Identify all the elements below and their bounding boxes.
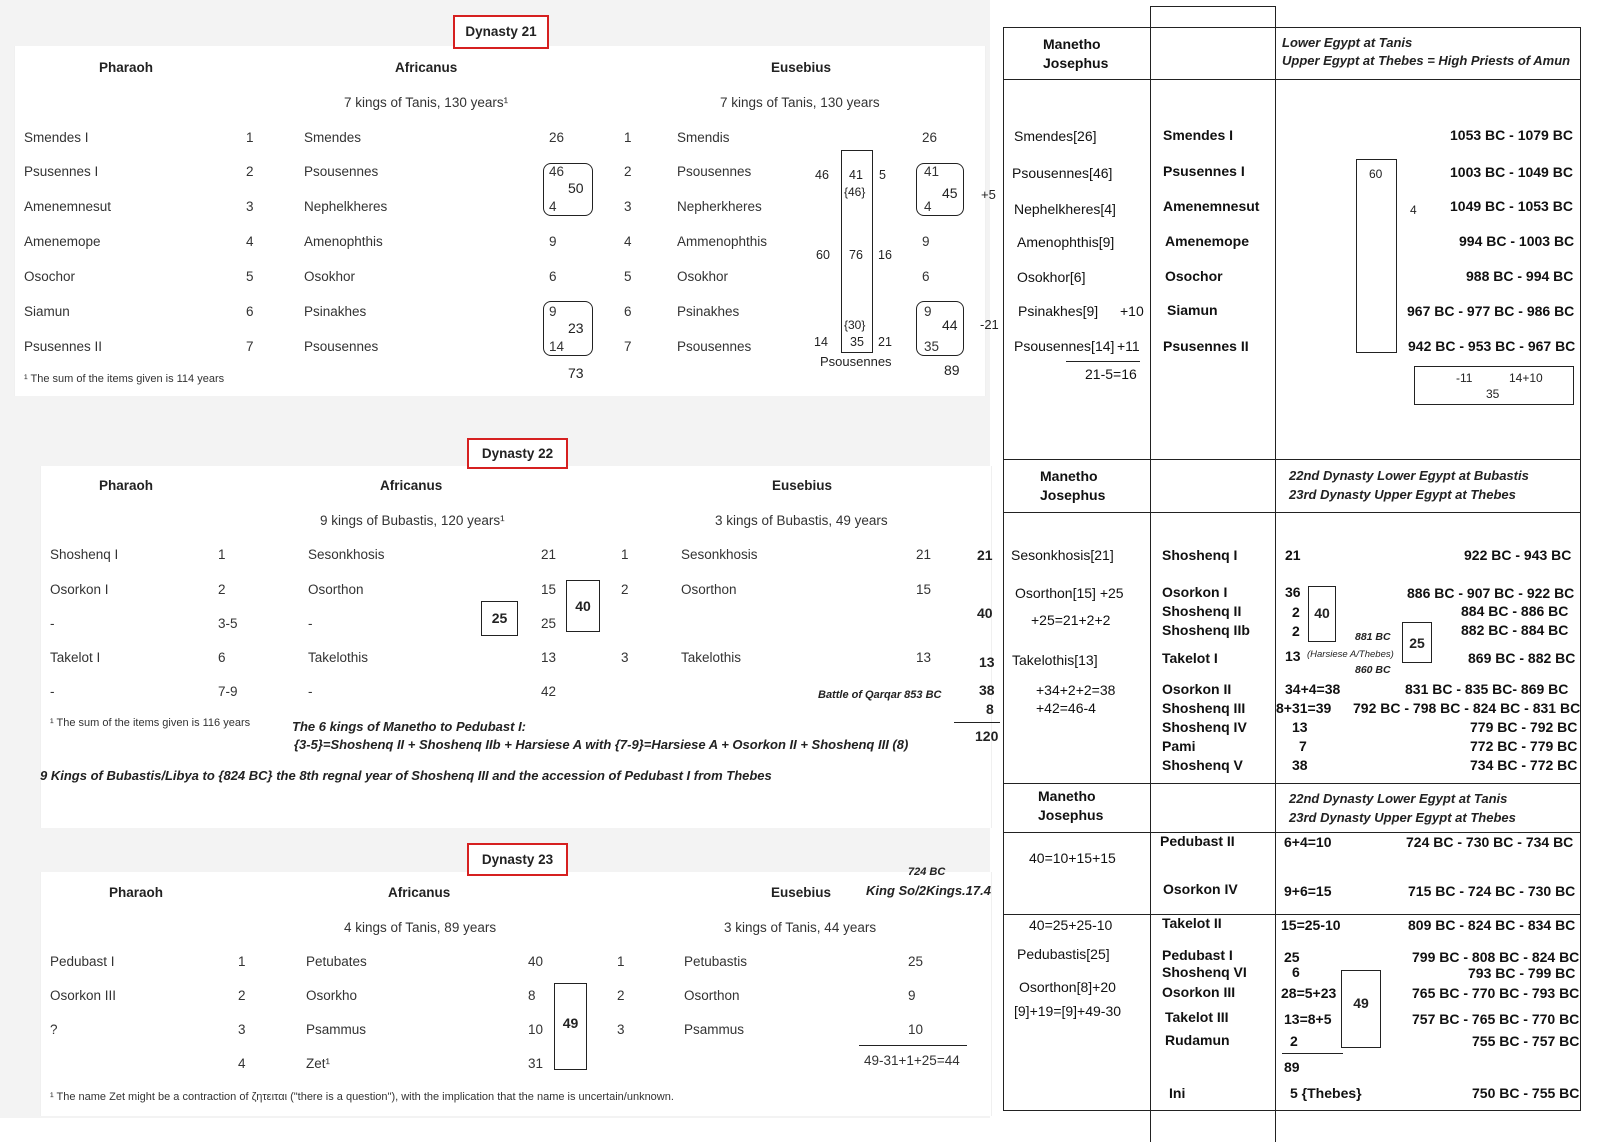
d23-king-so: King So/2Kings.17.4 — [866, 883, 991, 898]
d22-side-38: 38 — [979, 682, 995, 698]
s2-date: 772 BC - 779 BC — [1470, 738, 1578, 754]
s2-date: 779 BC - 792 BC — [1470, 719, 1578, 735]
d23-africanus-years: 10 — [528, 1022, 544, 1037]
d23-africanus-name: Petubates — [306, 954, 367, 969]
d23-pharaoh: Osorkon III — [50, 988, 117, 1003]
d21-calc-60: 60 — [816, 248, 830, 262]
s2-date: 886 BC - 907 BC - 922 BC — [1407, 585, 1575, 601]
s2-manetho: +42=46-4 — [1036, 700, 1096, 716]
s2-king: Shoshenq II — [1162, 603, 1242, 619]
s2-header-josephus: Josephus — [1040, 487, 1106, 503]
right-hline — [1003, 512, 1581, 513]
s1-n4: 4 — [1410, 203, 1417, 217]
d21-africanus-years: 9 — [549, 304, 557, 319]
s2-manetho: Sesonkhosis[21] — [1011, 547, 1114, 563]
s3b-years: 25 — [1284, 949, 1300, 965]
d21-africanus-total: 73 — [568, 365, 584, 381]
d21-eusebius-years: 9 — [922, 234, 930, 249]
d21-calc-21: 21 — [878, 335, 892, 349]
d21-calc-46: 46 — [815, 168, 829, 182]
s1-box60-label: 60 — [1369, 167, 1383, 181]
d23-box49: 49 — [554, 983, 587, 1070]
d21-num: 2 — [246, 164, 254, 179]
s3b-king: Rudamun — [1165, 1032, 1230, 1048]
s2-years: 7 — [1299, 738, 1307, 754]
d21-pharaoh: Amenemnesut — [24, 199, 112, 214]
s2-date: 869 BC - 882 BC — [1468, 650, 1576, 666]
d21-africanus-name: Psousennes — [304, 164, 379, 179]
d23-africanus-years: 40 — [528, 954, 544, 969]
dynasty23-title: Dynasty 23 — [467, 843, 568, 876]
s2-king: Shoshenq III — [1162, 700, 1246, 716]
d21-calc-35: 35 — [850, 335, 864, 349]
s1-extra: +11 — [1117, 338, 1140, 354]
s2-years: 38 — [1292, 757, 1308, 773]
d23-pharaoh: ? — [50, 1022, 58, 1037]
d21-minus21: -21 — [980, 317, 999, 332]
d23-eusebius-name: Osorthon — [684, 988, 740, 1003]
d22-africanus-years: 42 — [541, 684, 557, 699]
d21-eusebius-num: 6 — [624, 304, 632, 319]
d21-footnote: ¹ The sum of the items given is 114 years — [24, 373, 225, 385]
d22-africanus-years: 25 — [541, 616, 557, 631]
right-hline — [1003, 459, 1581, 460]
s3b-king: Osorkon III — [1162, 984, 1236, 1000]
d21-pharaoh: Osochor — [24, 269, 76, 284]
d23-pharaoh: Pedubast I — [50, 954, 115, 969]
s3b-date: 765 BC - 770 BC - 793 BC — [1412, 985, 1580, 1001]
s2-date: 882 BC - 884 BC — [1461, 622, 1569, 638]
d22-num: 2 — [218, 582, 226, 597]
s1-b14: 14+10 — [1509, 371, 1543, 385]
d21-eusebius-name: Psinakhes — [677, 304, 740, 319]
d21-eusebius-num: 4 — [624, 234, 632, 249]
d23-header-pharaoh: Pharaoh — [109, 885, 164, 900]
s3b-manetho: [9]+19=[9]+49-30 — [1014, 1003, 1122, 1019]
d21-eusebius-name: Nepherkheres — [677, 199, 762, 214]
d21-eusebius-name: Psousennes — [677, 164, 752, 179]
s3b-king: Pedubast I — [1162, 947, 1233, 963]
d21-pharaoh: Siamun — [24, 304, 70, 319]
d23-header-africanus: Africanus — [388, 885, 451, 900]
s3b-manetho: Osorthon[8]+20 — [1019, 979, 1116, 995]
s1-king: Amenemope — [1165, 233, 1250, 249]
d23-eusebius-num: 2 — [617, 988, 625, 1003]
d22-header-africanus: Africanus — [380, 478, 443, 493]
d21-eusebius-years: 6 — [922, 269, 930, 284]
s2-harsiese: (Harsiese A/Thebes) — [1307, 649, 1394, 660]
s3a-date: 715 BC - 724 BC - 730 BC — [1408, 883, 1576, 899]
right-col-divider-1 — [1150, 27, 1151, 1111]
s3b-years: 89 — [1284, 1059, 1300, 1075]
d23-africanus-name: Osorkho — [306, 988, 358, 1003]
d21-africanus-years: 46 — [549, 164, 565, 179]
d22-eusebius-num: 1 — [621, 547, 629, 562]
s2-manetho: Osorthon[15] +25 — [1015, 585, 1124, 601]
d21-pharaoh: Smendes I — [24, 130, 89, 145]
d22-box25: 25 — [481, 601, 518, 636]
right-col-divider-2 — [1275, 27, 1276, 1111]
s2-years: 34+4=38 — [1285, 681, 1341, 697]
d22-note3: 9 Kings of Bubastis/Libya to {824 BC} the 8th regnal year of Shoshenq III and the accession of Pedubast I from Thebes — [40, 768, 772, 783]
d21-eusebius-years: 9 — [924, 304, 932, 319]
d23-header-eusebius: Eusebius — [771, 885, 832, 900]
s1-date: 988 BC - 994 BC — [1466, 268, 1574, 284]
s3b-date: 757 BC - 765 BC - 770 BC — [1412, 1011, 1580, 1027]
d21-num: 5 — [246, 269, 254, 284]
d21-eusebius-subtitle: 7 kings of Tanis, 130 years — [720, 95, 880, 110]
d21-header-pharaoh: Pharaoh — [99, 60, 154, 75]
s1-date: 1003 BC - 1049 BC — [1450, 164, 1573, 180]
s3b-king: Takelot II — [1162, 915, 1222, 931]
d21-calc-14: 14 — [814, 335, 828, 349]
s2-header-title2: 23rd Dynasty Upper Egypt at Thebes — [1289, 487, 1516, 502]
s2-king: Shoshenq IV — [1162, 719, 1247, 735]
d22-eusebius-name: Takelothis — [681, 650, 742, 665]
d22-side-120: 120 — [975, 728, 999, 744]
d21-africanus-years: 4 — [549, 199, 557, 214]
d22-eusebius-years: 13 — [916, 650, 932, 665]
s2-king: Shoshenq V — [1162, 757, 1243, 773]
d22-eusebius-num: 2 — [621, 582, 629, 597]
d22-pharaoh: Takelot I — [50, 650, 101, 665]
d21-eusebius-name: Osokhor — [677, 269, 729, 284]
s1-calc: 21-5=16 — [1085, 366, 1137, 382]
s2-date: 734 BC - 772 BC — [1470, 757, 1578, 773]
d23-eusebius-calc: 49-31+1+25=44 — [864, 1053, 960, 1068]
d21-plus5: +5 — [981, 187, 996, 202]
s1-header-manetho: Manetho — [1043, 36, 1101, 52]
d21-header-africanus: Africanus — [395, 60, 458, 75]
d21-africanus-name: Psousennes — [304, 339, 379, 354]
d23-footnote: ¹ The name Zet might be a contraction of ζητειται ("there is a question"), with the implication that the name is uncertain/unknown. — [50, 1091, 674, 1103]
d21-africanus-subtitle: 7 kings of Tanis, 130 years¹ — [344, 95, 509, 110]
d23-eusebius-years: 9 — [908, 988, 916, 1003]
d23-africanus-subtitle: 4 kings of Tanis, 89 years — [344, 920, 497, 935]
d22-africanus-years: 13 — [541, 650, 557, 665]
s2-king: Osorkon II — [1162, 681, 1232, 697]
d22-num: 6 — [218, 650, 226, 665]
d21-calc-30: {30} — [844, 318, 866, 332]
s1-king: Osochor — [1165, 268, 1223, 284]
d21-eusebius-num: 5 — [624, 269, 632, 284]
d21-calc-psousennes: Psousennes — [820, 354, 892, 369]
d23-num: 2 — [238, 988, 246, 1003]
d21-num: 6 — [246, 304, 254, 319]
d23-africanus-name: Zet¹ — [306, 1056, 331, 1071]
d21-eusebius-years: 26 — [922, 130, 938, 145]
d22-africanus-name: Takelothis — [308, 650, 369, 665]
s1-header-josephus: Josephus — [1043, 55, 1109, 71]
s1-extra: +10 — [1120, 303, 1144, 319]
s1-date: 967 BC - 977 BC - 986 BC — [1407, 303, 1575, 319]
d23-eusebius-num: 3 — [617, 1022, 625, 1037]
d22-africanus-years: 21 — [541, 547, 557, 562]
s1-manetho: Nephelkheres[4] — [1014, 201, 1116, 217]
d21-pharaoh: Psusennes II — [24, 339, 103, 354]
s2-manetho: +34+2+2=38 — [1036, 682, 1116, 698]
s2-years: 13 — [1285, 648, 1301, 664]
d21-africanus-name: Amenophthis — [304, 234, 383, 249]
right-top-stub — [1150, 6, 1276, 28]
s1-calc-line — [1066, 361, 1140, 362]
d22-header-eusebius: Eusebius — [772, 478, 833, 493]
s1-header-title2: Upper Egypt at Thebes = High Priests of Amun — [1282, 53, 1571, 68]
d21-num: 1 — [246, 130, 254, 145]
s3-header-title2: 23rd Dynasty Upper Egypt at Thebes — [1289, 810, 1516, 825]
d22-side-sum-line — [954, 722, 1000, 723]
d22-num: 3-5 — [218, 616, 238, 631]
s3b-years: 15=25-10 — [1281, 917, 1341, 933]
s3a-years: 9+6=15 — [1284, 883, 1332, 899]
s1-manetho: Psinakhes[9] — [1018, 303, 1099, 319]
d22-header-pharaoh: Pharaoh — [99, 478, 154, 493]
d23-eusebius-years: 25 — [908, 954, 924, 969]
d23-eusebius-num: 1 — [617, 954, 625, 969]
d22-note2: {3-5}=Shoshenq II + Shoshenq IIb + Harsiese A with {7-9}=Harsiese A + Osorkon II + Shoshenq III (8) — [294, 737, 909, 752]
d21-calc-46b: {46} — [844, 185, 866, 199]
s2-header-manetho: Manetho — [1040, 468, 1098, 484]
s2-years: 21 — [1285, 547, 1301, 563]
s3b-years: 5 {Thebes} — [1290, 1085, 1362, 1101]
s3b-manetho: 40=25+25-10 — [1029, 917, 1113, 933]
d22-africanus-name: Osorthon — [308, 582, 364, 597]
d22-side-40: 40 — [977, 605, 993, 621]
dynasty23-panel — [40, 872, 992, 1116]
s3b-years: 13=8+5 — [1284, 1011, 1332, 1027]
s3-header-title1: 22nd Dynasty Lower Egypt at Tanis — [1289, 791, 1508, 806]
d22-box40: 40 — [566, 580, 600, 632]
s1-manetho: Psousennes[14] — [1014, 338, 1115, 354]
right-bottom-stub — [1150, 1110, 1276, 1142]
d23-eusebius-name: Petubastis — [684, 954, 748, 969]
s3b-king: Shoshenq VI — [1162, 964, 1247, 980]
s2-king: Shoshenq I — [1162, 547, 1238, 563]
d22-africanus-name: - — [308, 616, 313, 631]
d21-africanus-name: Nephelkheres — [304, 199, 388, 214]
d21-eusebius-box2-sum: 44 — [942, 317, 958, 333]
d21-calc-41: 41 — [849, 168, 863, 182]
s3b-king: Ini — [1169, 1085, 1186, 1101]
s2-years: 8+31=39 — [1276, 700, 1332, 716]
s2-years: 2 — [1292, 604, 1300, 620]
s3b-date: 793 BC - 799 BC — [1468, 965, 1576, 981]
d21-calc-16: 16 — [878, 248, 892, 262]
s1-manetho: Smendes[26] — [1014, 128, 1097, 144]
d21-pharaoh: Psusennes I — [24, 164, 99, 179]
d21-calc-76: 76 — [849, 248, 863, 262]
s2-box40: 40 — [1308, 586, 1336, 642]
d22-battle-note: Battle of Qarqar 853 BC — [818, 689, 942, 701]
s3b-date: 799 BC - 808 BC - 824 BC — [1412, 949, 1580, 965]
s2-king: Shoshenq IIb — [1162, 622, 1250, 638]
s2-years: 2 — [1292, 623, 1300, 639]
s2-date: 792 BC - 798 BC - 824 BC - 831 BC — [1353, 700, 1581, 716]
s1-manetho: Psousennes[46] — [1012, 165, 1113, 181]
d21-eusebius-years: 35 — [924, 339, 940, 354]
d21-eusebius-total: 89 — [944, 362, 960, 378]
s2-years: 36 — [1285, 584, 1301, 600]
d23-africanus-name: Psammus — [306, 1022, 367, 1037]
right-hline — [1003, 783, 1581, 784]
d21-eusebius-years: 4 — [924, 199, 932, 214]
d22-eusebius-subtitle: 3 kings of Bubastis, 49 years — [715, 513, 888, 528]
s1-date: 942 BC - 953 BC - 967 BC — [1408, 338, 1576, 354]
s1-king: Smendes I — [1163, 127, 1234, 143]
s3b-box49: 49 — [1341, 970, 1381, 1048]
d22-footnote: ¹ The sum of the items given is 116 years — [50, 717, 251, 729]
s1-manetho: Osokhor[6] — [1017, 269, 1086, 285]
dynasty22-title: Dynasty 22 — [467, 438, 568, 469]
s3b-years: 28=5+23 — [1281, 985, 1337, 1001]
d22-num: 7-9 — [218, 684, 238, 699]
s1-king: Psusennes I — [1163, 163, 1245, 179]
s3-header-josephus: Josephus — [1038, 807, 1104, 823]
s2-bc881: 881 BC — [1355, 631, 1391, 643]
d22-africanus-years: 15 — [541, 582, 557, 597]
d23-africanus-years: 31 — [528, 1056, 544, 1071]
s1-date: 1053 BC - 1079 BC — [1450, 127, 1573, 143]
d22-side-21: 21 — [977, 547, 993, 563]
d21-africanus-name: Smendes — [304, 130, 362, 145]
d22-side-8: 8 — [986, 701, 994, 717]
d22-num: 1 — [218, 547, 226, 562]
d22-eusebius-years: 21 — [916, 547, 932, 562]
s2-king: Takelot I — [1162, 650, 1218, 666]
s3b-date: 750 BC - 755 BC — [1472, 1085, 1580, 1101]
d21-header-eusebius: Eusebius — [771, 60, 832, 75]
s2-years: 13 — [1292, 719, 1308, 735]
d22-eusebius-years: 15 — [916, 582, 932, 597]
d22-africanus-name: - — [308, 684, 313, 699]
s1-b35: 35 — [1486, 387, 1500, 401]
s3b-date: 809 BC - 824 BC - 834 BC — [1408, 917, 1576, 933]
d21-africanus-name: Osokhor — [304, 269, 356, 284]
s1-manetho: Amenophthis[9] — [1017, 234, 1115, 250]
s3b-years: 2 — [1290, 1033, 1298, 1049]
s2-manetho: Takelothis[13] — [1012, 652, 1098, 668]
right-hline — [1003, 79, 1581, 80]
s1-date: 994 BC - 1003 BC — [1459, 233, 1575, 249]
s1-king: Amenemnesut — [1163, 198, 1260, 214]
d21-calc-5: 5 — [879, 168, 886, 182]
d22-note1: The 6 kings of Manetho to Pedubast I: — [292, 719, 527, 734]
s1-b11: -11 — [1456, 371, 1473, 385]
s2-king: Osorkon I — [1162, 584, 1228, 600]
s3b-king: Takelot III — [1165, 1009, 1229, 1025]
d23-eusebius-name: Psammus — [684, 1022, 745, 1037]
s1-header-title1: Lower Egypt at Tanis — [1282, 35, 1413, 50]
d21-num: 3 — [246, 199, 254, 214]
s3b-date: 755 BC - 757 BC — [1472, 1033, 1580, 1049]
d23-eusebius-years: 10 — [908, 1022, 924, 1037]
d21-eusebius-num: 1 — [624, 130, 632, 145]
d21-eusebius-num: 7 — [624, 339, 632, 354]
d21-pharaoh: Amenemope — [24, 234, 101, 249]
d21-eusebius-name: Smendis — [677, 130, 730, 145]
d21-africanus-box1-sum: 50 — [568, 180, 584, 196]
d21-eusebius-name: Ammenophthis — [677, 234, 768, 249]
d23-num: 4 — [238, 1056, 246, 1071]
d22-eusebius-num: 3 — [621, 650, 629, 665]
s2-header-title1: 22nd Dynasty Lower Egypt at Bubastis — [1289, 468, 1529, 483]
s3-header-manetho: Manetho — [1038, 788, 1096, 804]
d23-bc724: 724 BC — [908, 866, 946, 878]
d23-calc-line — [859, 1045, 967, 1046]
s3a-manetho: 40=10+15+15 — [1029, 850, 1116, 866]
d21-africanus-box2-sum: 23 — [568, 320, 584, 336]
s2-bc860: 860 BC — [1355, 664, 1391, 676]
d21-eusebius-box1-sum: 45 — [942, 185, 958, 201]
d23-eusebius-subtitle: 3 kings of Tanis, 44 years — [724, 920, 877, 935]
s3b-manetho: Pedubastis[25] — [1017, 946, 1110, 962]
d23-num: 3 — [238, 1022, 246, 1037]
s2-date: 831 BC - 835 BC- 869 BC — [1405, 681, 1569, 697]
d21-eusebius-num: 2 — [624, 164, 632, 179]
s3b-years-line — [1282, 1053, 1343, 1054]
d21-africanus-years: 6 — [549, 269, 557, 284]
s2-king: Pami — [1162, 738, 1196, 754]
s3b-years: 6 — [1292, 964, 1300, 980]
d22-pharaoh: Osorkon I — [50, 582, 109, 597]
d22-side-13: 13 — [979, 654, 995, 670]
d21-africanus-years: 26 — [549, 130, 565, 145]
d21-num: 7 — [246, 339, 254, 354]
d23-num: 1 — [238, 954, 246, 969]
d21-num: 4 — [246, 234, 254, 249]
s2-box25: 25 — [1402, 622, 1432, 663]
d21-eusebius-num: 3 — [624, 199, 632, 214]
s1-king: Psusennes II — [1163, 338, 1249, 354]
d23-africanus-years: 8 — [528, 988, 536, 1003]
dynasty21-title: Dynasty 21 — [453, 15, 549, 49]
d21-africanus-years: 9 — [549, 234, 557, 249]
d21-africanus-years: 14 — [549, 339, 565, 354]
d22-pharaoh: - — [50, 616, 55, 631]
s1-king: Siamun — [1167, 302, 1218, 318]
right-hline — [1003, 914, 1581, 915]
d22-eusebius-name: Sesonkhosis — [681, 547, 758, 562]
s2-date: 884 BC - 886 BC — [1461, 603, 1569, 619]
s3a-years: 6+4=10 — [1284, 834, 1332, 850]
s1-date: 1049 BC - 1053 BC — [1450, 198, 1573, 214]
d22-eusebius-name: Osorthon — [681, 582, 737, 597]
s3a-king: Pedubast II — [1160, 833, 1235, 849]
s3a-date: 724 BC - 730 BC - 734 BC — [1406, 834, 1574, 850]
s2-date: 922 BC - 943 BC — [1464, 547, 1572, 563]
d22-pharaoh: Shoshenq I — [50, 547, 119, 562]
s2-manetho: +25=21+2+2 — [1031, 612, 1111, 628]
right-hline — [1003, 832, 1581, 833]
d21-eusebius-years: 41 — [924, 164, 940, 179]
d22-pharaoh: - — [50, 684, 55, 699]
d22-africanus-name: Sesonkhosis — [308, 547, 385, 562]
s1-box60 — [1356, 159, 1397, 353]
d21-africanus-name: Psinakhes — [304, 304, 367, 319]
s3a-king: Osorkon IV — [1163, 881, 1238, 897]
d21-eusebius-name: Psousennes — [677, 339, 752, 354]
d22-africanus-subtitle: 9 kings of Bubastis, 120 years¹ — [320, 513, 505, 528]
